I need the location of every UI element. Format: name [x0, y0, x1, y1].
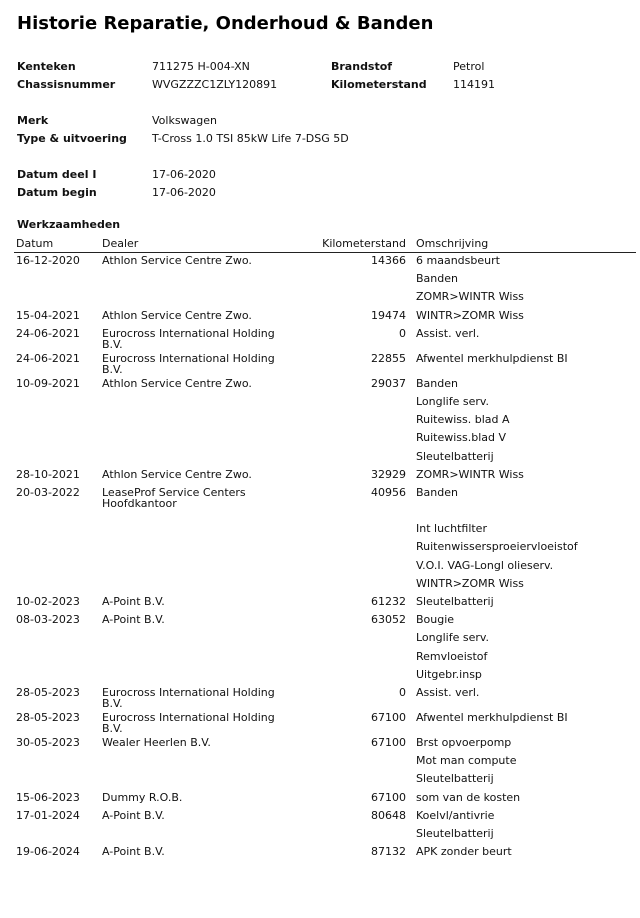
- cell-datum: [14, 326, 100, 351]
- table-row: [14, 844, 636, 862]
- cell-dealer-text: A-Point B.V.: [102, 845, 165, 859]
- cell-km-text: 61232: [371, 595, 406, 608]
- omschrijving-line: 6 maandsbeurt: [416, 254, 500, 267]
- omschrijving-line: Afwentel merkhulpdienst BI: [416, 351, 568, 365]
- omschrijving-line: Sleutelbatterij: [416, 826, 494, 840]
- omschrijving-line: WINTR>ZOMR Wiss: [416, 308, 524, 322]
- cell-km-text: 14366: [371, 254, 406, 267]
- cell-dealer: [100, 485, 290, 594]
- cell-dealer: [100, 808, 290, 844]
- cell-km: [290, 326, 414, 351]
- table-row: [14, 467, 636, 485]
- brandstof-label: Brandstof: [331, 60, 393, 73]
- brandstof-value: Petrol: [453, 60, 485, 73]
- cell-datum: [14, 376, 100, 467]
- omschrijving-line: Longlife serv.: [416, 631, 490, 645]
- cell-omschrijving: [414, 790, 636, 808]
- cell-km: [290, 308, 414, 326]
- cell-datum-text: 08-03-2023: [16, 613, 80, 627]
- cell-datum-text: 20-03-2022: [16, 485, 80, 499]
- cell-dealer: [100, 308, 290, 326]
- cell-datum: [14, 808, 100, 844]
- cell-dealer: [100, 253, 290, 308]
- kenteken-value: 711275 H-004-XN: [152, 60, 250, 73]
- cell-datum: [14, 790, 100, 808]
- omschrijving-line: V.O.I. VAG-Longl olieserv.: [416, 558, 554, 572]
- cell-km-text: 32929: [371, 467, 406, 481]
- cell-dealer-text: Eurocross International Holding B.V.: [102, 351, 275, 377]
- datum-deel-label: Datum deel I: [17, 168, 97, 181]
- cell-km-text: 0: [399, 685, 406, 699]
- cell-km: [290, 808, 414, 844]
- col-omschrijving: Omschrijving: [414, 236, 636, 253]
- cell-km-text: 22855: [371, 351, 406, 365]
- cell-dealer-text: Wealer Heerlen B.V.: [102, 735, 211, 749]
- omschrijving-line: WINTR>ZOMR Wiss: [416, 576, 524, 590]
- cell-dealer-text: Athlon Service Centre Zwo.: [102, 376, 252, 390]
- cell-datum-text: 24-06-2021: [16, 351, 80, 365]
- cell-km: [290, 735, 414, 790]
- omschrijving-line: Ruitewiss. blad A: [416, 413, 510, 427]
- cell-km: [290, 594, 414, 612]
- cell-dealer-text: Eurocross International Holding B.V.: [102, 685, 275, 711]
- cell-km-text: 40956: [371, 485, 406, 499]
- cell-omschrijving: [414, 612, 636, 685]
- omschrijving-line: [416, 503, 636, 521]
- omschrijving-line: Sleutelbatterij: [416, 772, 494, 786]
- omschrijving-line: Koelvl/antivrie: [416, 808, 495, 822]
- cell-km-text: 80648: [371, 808, 406, 822]
- cell-km: [290, 710, 414, 735]
- cell-datum: [14, 710, 100, 735]
- cell-dealer: [100, 790, 290, 808]
- chassis-label: Chassisnummer: [17, 78, 116, 91]
- km-label: Kilometerstand: [331, 78, 427, 91]
- cell-datum-text: 30-05-2023: [16, 735, 80, 749]
- cell-datum-text: 10-02-2023: [16, 595, 80, 608]
- cell-datum: [14, 685, 100, 710]
- cell-datum-text: 24-06-2021: [16, 326, 80, 340]
- cell-km: [290, 612, 414, 685]
- omschrijving-line: Ruitenwissersproeiervloeistof: [416, 540, 578, 554]
- omschrijving-line: Remvloeistof: [416, 649, 488, 663]
- cell-km-text: 87132: [371, 845, 406, 859]
- cell-dealer: [100, 612, 290, 685]
- cell-km-text: 63052: [371, 613, 406, 627]
- col-datum: Datum: [14, 236, 100, 253]
- merk-value: Volkswagen: [152, 114, 218, 127]
- cell-omschrijving: [414, 308, 636, 326]
- omschrijving-line: ZOMR>WINTR Wiss: [416, 290, 524, 304]
- cell-km: [290, 685, 414, 710]
- datum-begin-value: 17-06-2020: [152, 186, 216, 199]
- omschrijving-line: APK zonder beurt: [416, 845, 512, 859]
- cell-omschrijving: [414, 594, 636, 612]
- cell-datum: [14, 351, 100, 376]
- omschrijving-line: ZOMR>WINTR Wiss: [416, 467, 524, 481]
- table-row: [14, 485, 636, 594]
- table-row: [14, 808, 636, 844]
- cell-datum-text: 28-05-2023: [16, 685, 80, 699]
- table-row: [14, 308, 636, 326]
- cell-omschrijving: [414, 253, 636, 308]
- vehicle-info: [17, 58, 627, 202]
- cell-dealer-text: A-Point B.V.: [102, 808, 165, 822]
- cell-omschrijving: [414, 844, 636, 862]
- cell-datum: [14, 844, 100, 862]
- omschrijving-line: Assist. verl.: [416, 326, 480, 340]
- table-row: [14, 612, 636, 685]
- cell-datum-text: 28-05-2023: [16, 710, 80, 724]
- kenteken-label: Kenteken: [17, 60, 76, 73]
- table-row: [14, 253, 636, 308]
- cell-km: [290, 485, 414, 594]
- omschrijving-line: Mot man compute: [416, 754, 517, 768]
- cell-dealer-text: Athlon Service Centre Zwo.: [102, 254, 252, 267]
- cell-omschrijving: [414, 467, 636, 485]
- omschrijving-line: Brst opvoerpomp: [416, 735, 512, 749]
- omschrijving-line: Longlife serv.: [416, 394, 490, 408]
- cell-dealer-text: Eurocross International Holding B.V.: [102, 710, 275, 736]
- table-row: [14, 735, 636, 790]
- work-table: [14, 236, 636, 862]
- cell-dealer-text: Athlon Service Centre Zwo.: [102, 467, 252, 481]
- cell-km: [290, 253, 414, 308]
- cell-km-text: 67100: [371, 790, 406, 804]
- table-header: [14, 236, 636, 253]
- cell-datum: [14, 735, 100, 790]
- cell-datum: [14, 253, 100, 308]
- cell-omschrijving: [414, 376, 636, 467]
- cell-omschrijving: [414, 685, 636, 710]
- cell-dealer: [100, 326, 290, 351]
- cell-datum-text: 15-04-2021: [16, 308, 80, 322]
- omschrijving-line: Banden: [416, 485, 458, 499]
- table-row: [14, 351, 636, 376]
- merk-label: Merk: [17, 114, 49, 127]
- omschrijving-line: som van de kosten: [416, 790, 521, 804]
- cell-datum: [14, 467, 100, 485]
- datum-deel-value: 17-06-2020: [152, 168, 216, 181]
- table-row: [14, 710, 636, 735]
- omschrijving-line: Afwentel merkhulpdienst BI: [416, 710, 568, 724]
- omschrijving-line: Uitgebr.insp: [416, 667, 482, 681]
- cell-omschrijving: [414, 710, 636, 735]
- cell-dealer: [100, 844, 290, 862]
- cell-dealer: [100, 594, 290, 612]
- type-value: T-Cross 1.0 TSI 85kW Life 7-DSG 5D: [152, 132, 349, 145]
- cell-dealer-text: A-Point B.V.: [102, 613, 165, 627]
- table-row: [14, 790, 636, 808]
- cell-km: [290, 376, 414, 467]
- chassis-value: WVGZZZC1ZLY120891: [152, 78, 278, 91]
- cell-dealer-text: Eurocross International Holding B.V.: [102, 326, 275, 352]
- omschrijving-line: Ruitewiss.blad V: [416, 431, 507, 445]
- col-dealer: Dealer: [100, 236, 290, 253]
- cell-datum-text: 17-01-2024: [16, 808, 80, 822]
- cell-datum: [14, 308, 100, 326]
- cell-dealer: [100, 735, 290, 790]
- cell-omschrijving: [414, 351, 636, 376]
- cell-datum: [14, 594, 100, 612]
- omschrijving-line: Banden: [416, 272, 458, 286]
- table-row: [14, 594, 636, 612]
- cell-datum-text: 10-09-2021: [16, 376, 80, 390]
- cell-datum: [14, 612, 100, 685]
- omschrijving-line: Sleutelbatterij: [416, 595, 494, 608]
- cell-dealer: [100, 351, 290, 376]
- cell-datum-text: 19-06-2024: [16, 845, 80, 859]
- cell-km-text: 67100: [371, 710, 406, 724]
- cell-km-text: 19474: [371, 308, 406, 322]
- col-km: Kilometerstand: [290, 236, 414, 253]
- cell-omschrijving: [414, 808, 636, 844]
- cell-dealer-text: LeaseProf Service Centers Hoofdkantoor: [102, 485, 246, 511]
- cell-datum-text: 16-12-2020: [16, 254, 80, 267]
- omschrijving-line: Bougie: [416, 613, 455, 627]
- cell-omschrijving: [414, 326, 636, 351]
- cell-omschrijving: [414, 485, 636, 594]
- table-row: [14, 326, 636, 351]
- cell-dealer: [100, 467, 290, 485]
- cell-dealer-text: Athlon Service Centre Zwo.: [102, 308, 252, 322]
- cell-dealer-text: A-Point B.V.: [102, 595, 165, 608]
- cell-km-text: 67100: [371, 735, 406, 749]
- table-row: [14, 685, 636, 710]
- omschrijving-line: Sleutelbatterij: [416, 449, 494, 463]
- cell-datum: [14, 485, 100, 594]
- cell-datum-text: 15-06-2023: [16, 790, 80, 804]
- type-label: Type & uitvoering: [17, 132, 127, 145]
- cell-omschrijving: [414, 735, 636, 790]
- cell-dealer: [100, 685, 290, 710]
- table-body: [14, 253, 636, 863]
- table-row: [14, 376, 636, 467]
- cell-dealer-text: Dummy R.O.B.: [102, 790, 183, 804]
- cell-km: [290, 790, 414, 808]
- cell-dealer: [100, 710, 290, 735]
- cell-km: [290, 467, 414, 485]
- cell-km: [290, 844, 414, 862]
- km-value: 114191: [453, 78, 495, 91]
- page-title: Historie Reparatie, Onderhoud & Banden: [17, 13, 434, 34]
- cell-km-text: 29037: [371, 376, 406, 390]
- omschrijving-line: Int luchtfilter: [416, 522, 487, 536]
- datum-begin-label: Datum begin: [17, 186, 97, 199]
- cell-km: [290, 351, 414, 376]
- cell-km-text: 0: [399, 326, 406, 340]
- cell-datum-text: 28-10-2021: [16, 467, 80, 481]
- omschrijving-line: Assist. verl.: [416, 685, 480, 699]
- section-title: Werkzaamheden: [17, 218, 121, 231]
- omschrijving-line: Banden: [416, 376, 458, 390]
- cell-dealer: [100, 376, 290, 467]
